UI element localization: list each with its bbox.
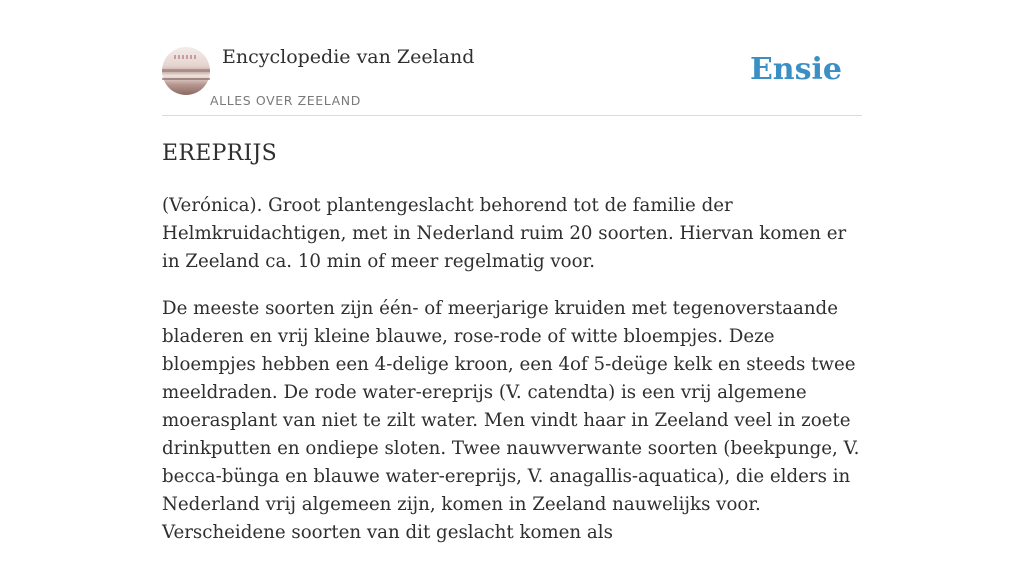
page — [162, 0, 862, 543]
site-logo-image[interactable] — [162, 47, 210, 95]
site-subtitle: ALLES OVER ZEELAND — [210, 93, 361, 108]
logo-detail — [174, 55, 198, 59]
logo-detail — [162, 78, 210, 80]
entry-content — [162, 192, 862, 566]
ensie-brand-logo[interactable]: Ensie — [749, 52, 842, 87]
site-header — [162, 0, 862, 116]
logo-detail — [162, 69, 210, 72]
site-title-link[interactable]: Encyclopedie van Zeeland — [222, 46, 475, 68]
entry-title: EREPRIJS — [162, 141, 278, 166]
entry-paragraph: De meeste soorten zijn één- of meerjarige kruiden met tegenoverstaande bladeren en vrij kleine blauwe, rose-rode of witte bloempjes. Deze bloempjes hebben een 4-delige kroon, een 4of 5-deüge kelk en steeds twee meeldraden. De rode water-ereprijs (V. catendta) is een vrij algemene moerasplant van niet te zilt water. Men vindt haar in Zeeland veel in zoete drinkputten en ondiepe sloten. Twee nauwverwante soorten (beekpunge, V. becca-bünga en blauwe water-ereprijs, V. anagallis-aquatica), die elders in Nederland vrij algemeen zijn, komen in Zeeland nauwelijks voor. Verscheidene soorten van dit geslacht komen als — [162, 298, 860, 543]
entry-paragraph: (Verónica). Groot plantengeslacht behorend tot de familie der Helmkruidachtigen, met in Nederland ruim 20 soorten. Hiervan komen er in Zeeland ca. 10 min of meer regelmatig voor. — [162, 195, 847, 272]
